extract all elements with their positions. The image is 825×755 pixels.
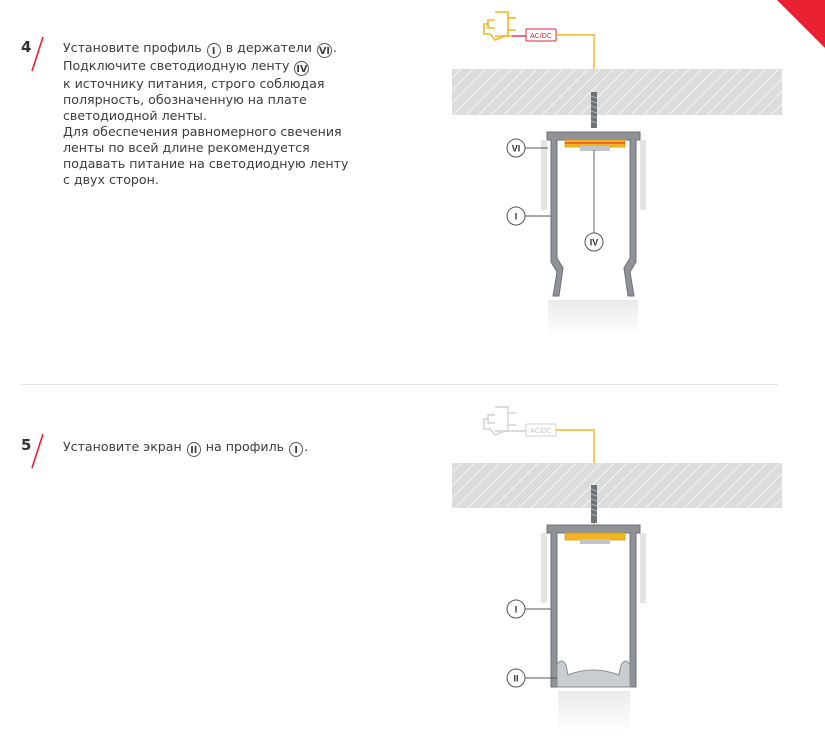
step-slash-icon [30,36,44,72]
plug-icon [484,407,526,435]
ref-holder-badge: VI [317,43,332,58]
svg-text:I: I [514,604,518,615]
installation-diagram-5 [440,395,800,750]
ref-strip-badge: IV [294,61,309,76]
aluminium-profile [547,132,640,296]
screw-icon [591,92,597,128]
plug-icon [484,12,516,40]
screw-icon [591,485,597,523]
ref-profile-badge: I [207,43,221,58]
step-slash-icon [30,433,44,469]
section-divider [21,384,778,385]
psu-label: AC/DC [530,428,552,435]
diffuser-screen [557,661,630,687]
step-number: 5 [21,436,32,454]
led-strip [565,533,625,540]
svg-text:II: II [513,673,519,684]
callout-ii [507,669,557,687]
ref-screen-badge: II [187,442,201,457]
installation-diagram-4 [440,0,800,340]
ref-profile-badge: I [289,442,303,457]
callout-iv [585,150,603,251]
svg-text:VI: VI [511,143,521,154]
step-instructions: Установите профиль I в держатели VI . Подключите светодиодную ленту IV к источнику питания, строго соблюдая полярность, обозначенную на плате светодиодной ленты. Для обеспечения равномерного свечения ленты по всей длине рекомендуется подавать питание на светодиодную ленту с двух сторон. [63,40,349,187]
svg-text:I: I [514,211,518,222]
svg-text:IV: IV [589,237,599,248]
step-instructions: Установите экран II на профиль I . [63,439,309,456]
step-number: 4 [21,38,32,56]
psu-label: AC/DC [530,33,552,40]
